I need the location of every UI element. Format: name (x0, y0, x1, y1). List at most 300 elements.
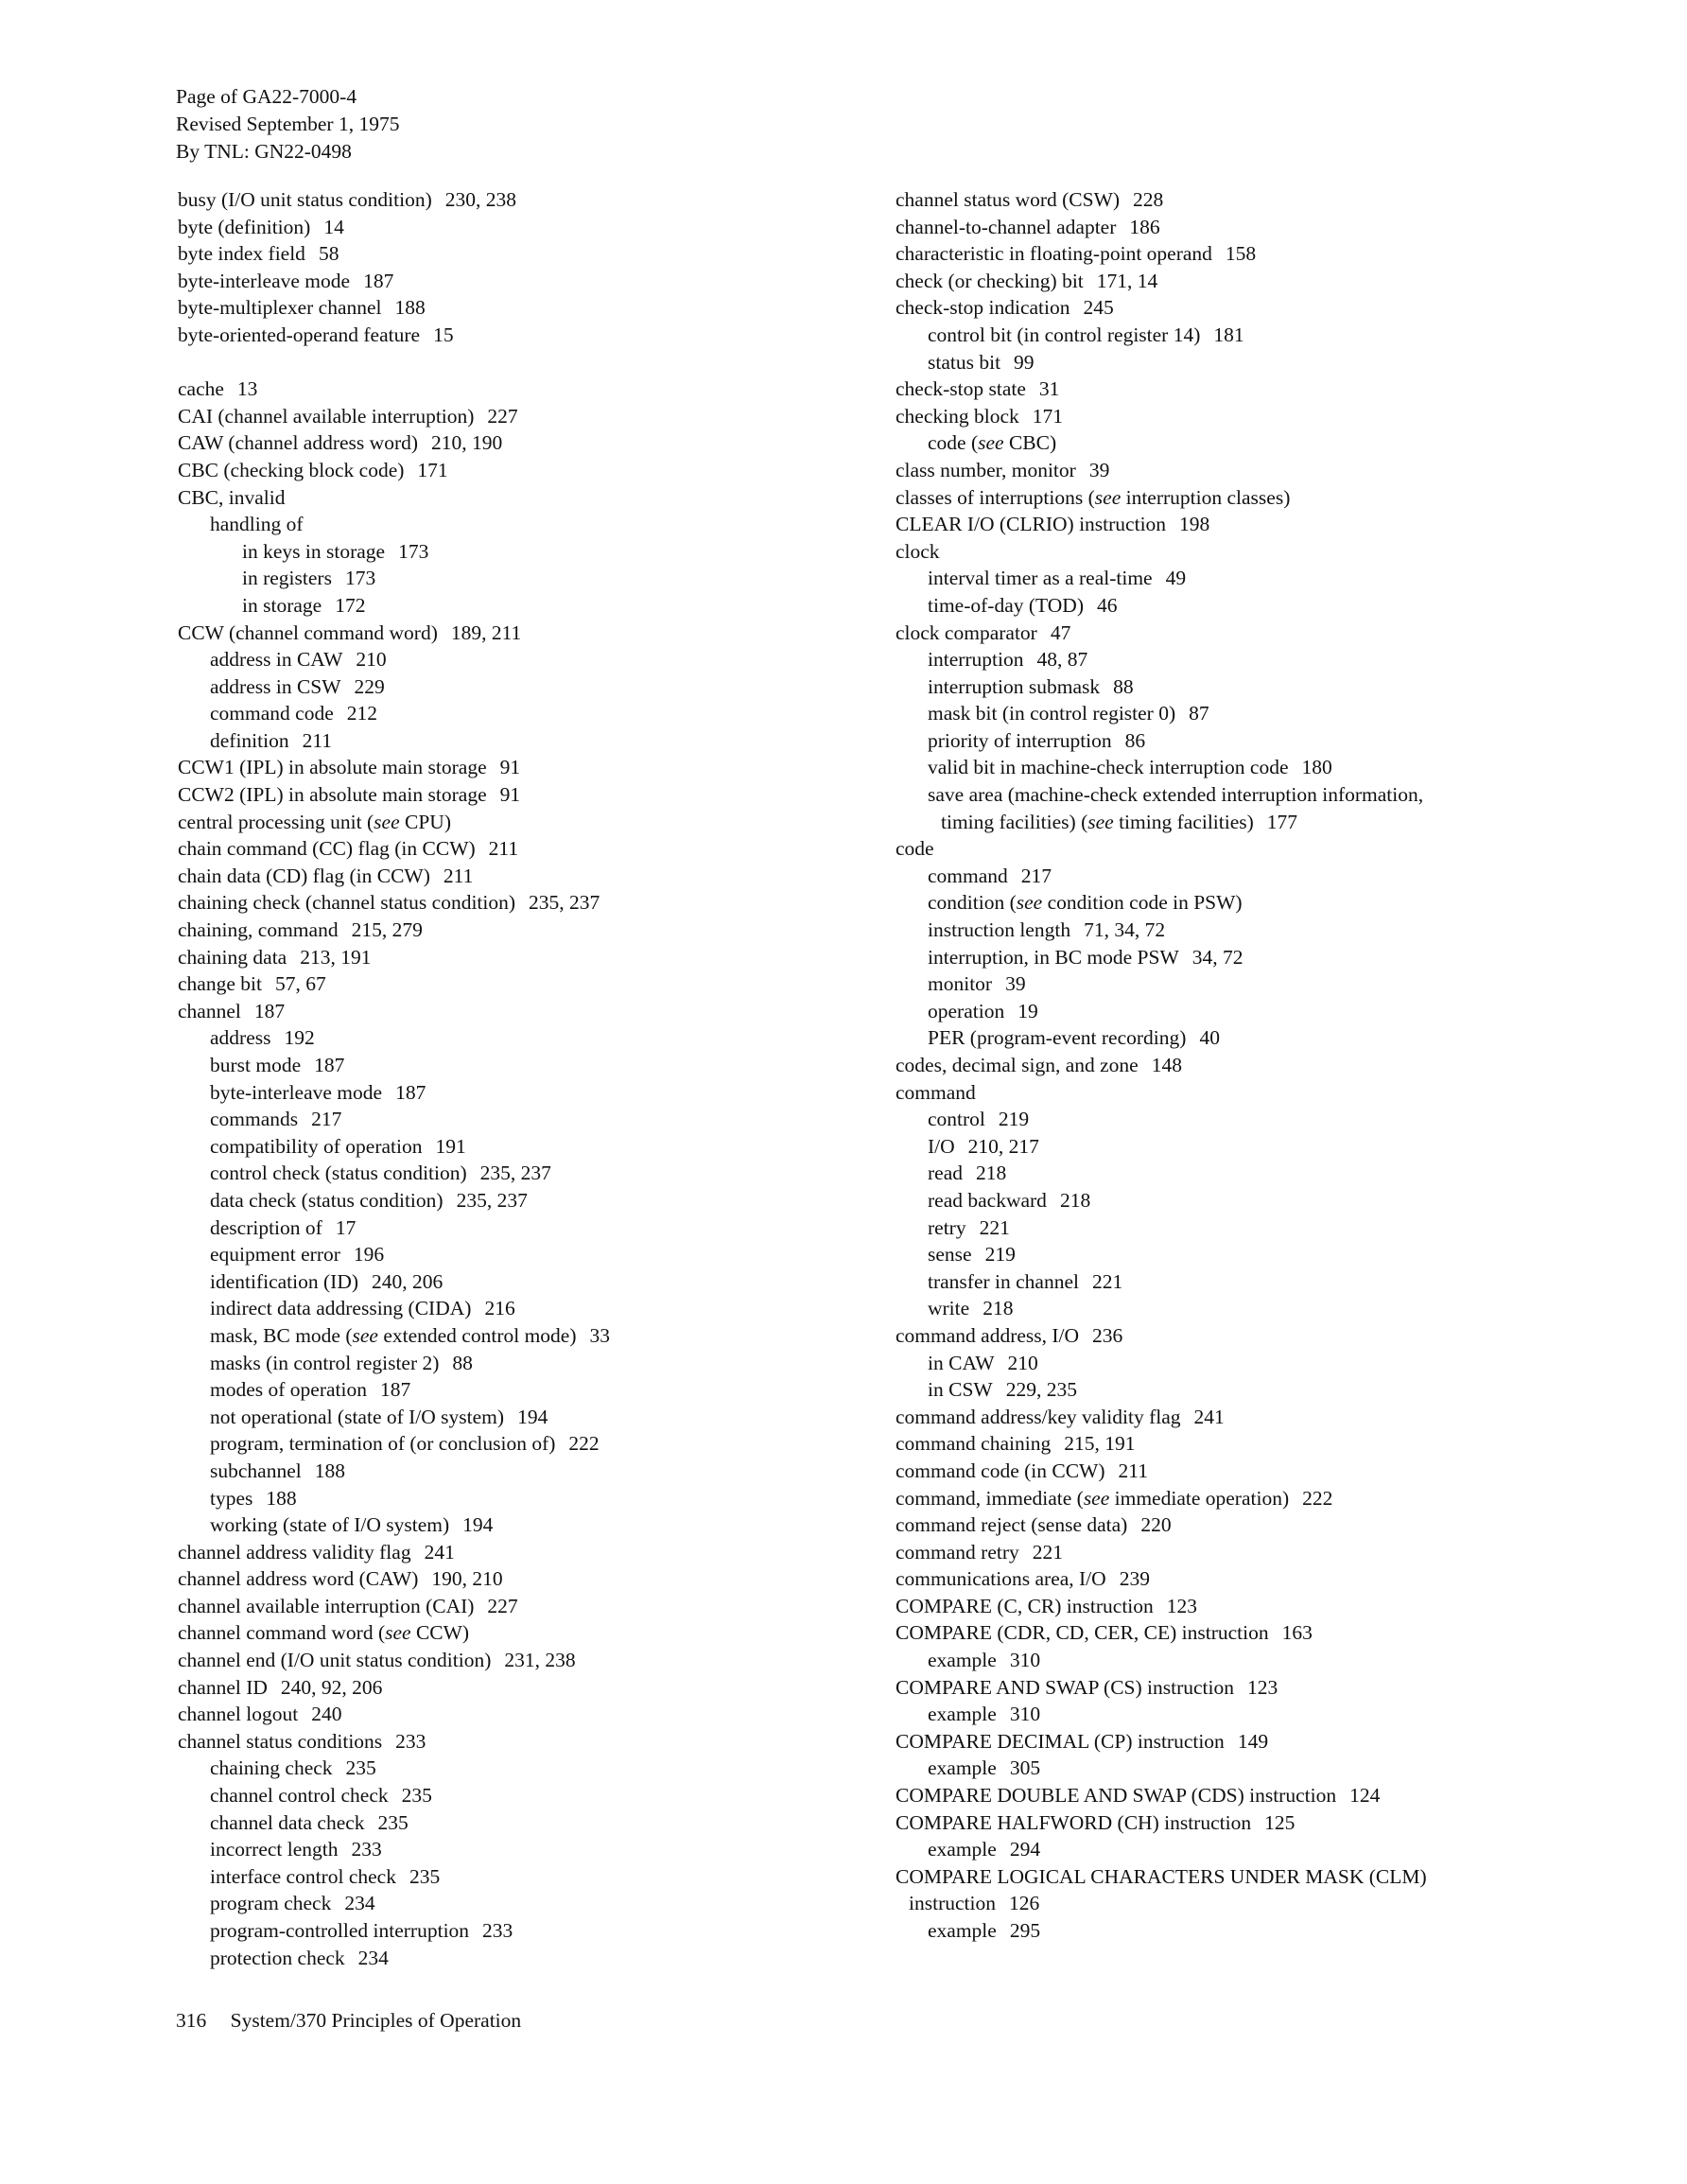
index-term: byte-multiplexer channel (178, 296, 382, 320)
index-entry (178, 565, 859, 592)
index-term: channel status word (CSW) (896, 188, 1121, 211)
index-entry (896, 1187, 1576, 1214)
index-entry (178, 673, 859, 701)
page-references: 31 (1038, 377, 1060, 401)
index-term: program, termination of (or conclusion of) (210, 1432, 556, 1456)
page-references: 172 (335, 593, 366, 617)
index-term: compatibility of operation (210, 1134, 423, 1158)
page-references: 235 (409, 1864, 441, 1888)
index-entry (178, 646, 859, 673)
index-entry (178, 457, 859, 484)
page-references: 187 (314, 1054, 345, 1076)
index-term: equipment error (210, 1243, 340, 1267)
index-entry (896, 917, 1576, 944)
index-entry (896, 835, 1576, 863)
page-references: 194 (462, 1513, 494, 1537)
page-references: 124 (1349, 1784, 1381, 1808)
page-references: 188 (394, 296, 426, 320)
index-entry (896, 1782, 1576, 1809)
page-references: 241 (424, 1540, 455, 1564)
page-references: 126 (1008, 1892, 1040, 1915)
page-references: 181 (1213, 323, 1244, 346)
index-column-left (178, 186, 859, 1971)
index-entry (896, 214, 1576, 241)
index-entry (896, 1404, 1576, 1431)
page-references: 218 (976, 1162, 1007, 1185)
index-entry (178, 727, 859, 755)
index-entry (178, 1674, 859, 1702)
index-entry (178, 1133, 859, 1161)
page-header (176, 83, 399, 166)
page-references: 14 (323, 215, 344, 238)
index-term: CCW1 (IPL) in absolute main storage (178, 756, 487, 779)
index-term: classes of interruptions ( (896, 485, 1095, 509)
index-entry (178, 1214, 859, 1242)
page-references: 46 (1096, 593, 1118, 617)
index-entry (178, 1755, 859, 1782)
page-references: 187 (395, 1080, 426, 1104)
see-reference: see (385, 1621, 411, 1645)
index-term: instruction (909, 1892, 996, 1915)
index-entry (896, 754, 1576, 781)
see-target: timing facilities) (1113, 810, 1254, 833)
index-term: CBC (checking block code) (178, 458, 405, 481)
page-references: 229 (354, 674, 385, 698)
page-references: 48, 87 (1036, 648, 1088, 672)
index-term: interruption submask (928, 674, 1101, 698)
index-term: clock comparator (896, 620, 1037, 644)
index-entry (178, 1187, 859, 1214)
page-references: 190, 210 (431, 1567, 503, 1591)
index-entry (896, 1376, 1576, 1404)
index-term: channel address validity flag (178, 1540, 411, 1564)
index-entry (896, 1322, 1576, 1350)
page-references: 240, 206 (372, 1269, 443, 1293)
index-entry (896, 1728, 1576, 1756)
index-entry (896, 429, 1576, 457)
index-term: COMPARE HALFWORD (CH) instruction (896, 1810, 1252, 1834)
page-references: 222 (1302, 1486, 1333, 1510)
see-reference: see (374, 810, 400, 833)
index-term: monitor (928, 972, 993, 996)
index-term: in storage (242, 593, 322, 617)
index-entry (896, 349, 1576, 376)
page-references: 234 (357, 1946, 389, 1969)
index-entry (896, 970, 1576, 998)
index-term: PER (program-event recording) (928, 1026, 1187, 1050)
page-references: 88 (1113, 674, 1134, 698)
index-term: operation (928, 999, 1005, 1022)
see-target: interruption classes) (1121, 485, 1291, 509)
index-term: data check (status condition) (210, 1188, 443, 1212)
index-entry (178, 1511, 859, 1539)
index-term: channel address word (CAW) (178, 1567, 419, 1591)
index-entry (178, 944, 859, 971)
book-title: System/370 Principles of Operation (230, 2009, 522, 2032)
index-entry (896, 1458, 1576, 1485)
index-term: command, immediate ( (896, 1486, 1084, 1510)
index-term: check-stop state (896, 377, 1026, 401)
index-entry (896, 781, 1576, 809)
index-term: working (state of I/O system) (210, 1513, 450, 1537)
page-references: 233 (482, 1919, 513, 1942)
page-references: 235 (401, 1784, 432, 1808)
index-term: status bit (928, 350, 1001, 374)
index-entry (896, 700, 1576, 727)
document-number: Page of GA22-7000-4 (176, 85, 357, 108)
page-number: 316 (176, 2009, 207, 2032)
index-term: mask, BC mode ( (210, 1323, 353, 1347)
page-references: 305 (1009, 1756, 1041, 1780)
index-term: COMPARE AND SWAP (CS) instruction (896, 1675, 1234, 1699)
index-term: byte (definition) (178, 215, 311, 238)
see-reference: see (1083, 1486, 1110, 1510)
index-term: definition (210, 728, 289, 752)
index-entry (896, 1511, 1576, 1539)
index-term: command address/key validity flag (896, 1405, 1181, 1428)
index-entry (178, 403, 859, 430)
index-term: chaining check (210, 1756, 333, 1780)
index-entry (896, 1133, 1576, 1161)
page-references: 310 (1009, 1703, 1041, 1726)
page-references: 221 (979, 1215, 1010, 1239)
page-references: 213, 191 (300, 945, 372, 969)
index-entry (896, 1241, 1576, 1268)
index-entry (896, 1295, 1576, 1322)
page-references: 235 (345, 1756, 376, 1780)
index-term: time-of-day (TOD) (928, 593, 1084, 617)
index-entry (178, 1836, 859, 1863)
page-references: 245 (1083, 296, 1114, 320)
page-references: 187 (253, 999, 286, 1022)
index-term: priority of interruption (928, 728, 1112, 752)
index-entry (896, 809, 1576, 836)
page-references: 87 (1189, 702, 1209, 725)
page-references: 163 (1281, 1621, 1313, 1645)
page-references: 187 (380, 1378, 411, 1402)
index-term: instruction length (928, 918, 1071, 942)
index-term: command reject (sense data) (896, 1513, 1128, 1537)
index-term: checking block (896, 404, 1019, 428)
index-term: CCW (channel command word) (178, 620, 438, 644)
index-entry (896, 1674, 1576, 1702)
page-references: 19 (1017, 999, 1038, 1022)
page-references: 235, 237 (529, 891, 600, 915)
page-references: 211 (1118, 1459, 1148, 1482)
index-term: codes, decimal sign, and zone (896, 1054, 1139, 1076)
index-entry (896, 1079, 1576, 1107)
index-term: in CSW (928, 1378, 993, 1402)
index-entry (896, 1350, 1576, 1377)
page-references: 230, 238 (444, 188, 516, 211)
index-entry (178, 592, 859, 620)
page-references: 210 (1007, 1351, 1038, 1374)
index-term: CAI (channel available interruption) (178, 404, 475, 428)
page-references: 186 (1129, 215, 1160, 238)
index-term: types (210, 1486, 253, 1510)
page-references: 210, 190 (431, 431, 503, 455)
page-references: 216 (484, 1297, 515, 1320)
index-entry (896, 1809, 1576, 1837)
page-references: 218 (1059, 1188, 1091, 1212)
index-entry (178, 484, 859, 512)
page-references: 220 (1140, 1513, 1172, 1537)
page-references: 123 (1166, 1594, 1198, 1617)
page-references: 34, 72 (1191, 945, 1244, 969)
index-term: channel (178, 999, 241, 1022)
page-references: 241 (1193, 1405, 1225, 1428)
index-term: byte-interleave mode (210, 1080, 383, 1104)
index-entry (178, 376, 859, 403)
index-term: channel data check (210, 1810, 365, 1834)
index-term: channel available interruption (CAI) (178, 1594, 475, 1617)
index-entry (896, 1214, 1576, 1242)
index-term: channel status conditions (178, 1729, 383, 1753)
index-entry (896, 673, 1576, 701)
section-gap (178, 349, 859, 376)
index-entry (178, 1350, 859, 1377)
page-references: 40 (1199, 1026, 1220, 1050)
page-references: 91 (499, 756, 521, 779)
index-entry (178, 1160, 859, 1187)
index-entry (178, 700, 859, 727)
index-entry (178, 781, 859, 809)
index-entry (896, 1863, 1576, 1891)
index-term: in keys in storage (242, 539, 386, 563)
page-references: 221 (1091, 1269, 1123, 1293)
page-references: 33 (589, 1323, 611, 1347)
index-term: channel logout (178, 1703, 299, 1726)
index-entry (896, 889, 1576, 917)
index-term: example (928, 1838, 997, 1861)
page-references: 221 (1032, 1540, 1063, 1564)
index-entry (178, 240, 859, 268)
index-term: address in CAW (210, 648, 343, 672)
index-entry (178, 1485, 859, 1512)
page-references: 222 (568, 1432, 600, 1456)
index-term: control bit (in control register 14) (928, 323, 1201, 346)
index-entry (178, 268, 859, 295)
page-references: 49 (1165, 567, 1187, 590)
index-entry (896, 1917, 1576, 1945)
page-references: 240 (311, 1703, 342, 1726)
index-term: sense (928, 1243, 972, 1267)
index-term: chaining, command (178, 918, 339, 942)
index-entry (178, 1619, 859, 1647)
index-term: address in CSW (210, 674, 341, 698)
index-entry (178, 322, 859, 349)
index-entry (178, 1728, 859, 1756)
index-entry (896, 1430, 1576, 1458)
page-references: 310 (1009, 1649, 1041, 1672)
index-entry (178, 214, 859, 241)
index-term: code ( (928, 431, 979, 455)
index-term: clock (896, 539, 940, 563)
index-term: cache (178, 377, 224, 401)
index-entry (896, 376, 1576, 403)
index-term: COMPARE DECIMAL (CP) instruction (896, 1729, 1225, 1753)
page-references: 215, 191 (1064, 1432, 1136, 1456)
index-term: byte index field (178, 242, 305, 266)
index-term: read backward (928, 1188, 1047, 1212)
index-entry (178, 538, 859, 566)
index-term: check (or checking) bit (896, 269, 1084, 292)
see-target: extended control mode) (377, 1323, 577, 1347)
see-reference: see (978, 431, 1004, 455)
page-references: 240, 92, 206 (280, 1675, 383, 1699)
index-term: COMPARE DOUBLE AND SWAP (CDS) instruction (896, 1784, 1337, 1808)
page-references: 210 (356, 648, 387, 672)
page-references: 219 (984, 1243, 1016, 1267)
index-term: COMPARE LOGICAL CHARACTERS UNDER MASK (CLM) (896, 1864, 1427, 1888)
index-entry (178, 1322, 859, 1350)
page-references: 71, 34, 72 (1084, 918, 1166, 942)
page-references: 180 (1301, 756, 1332, 779)
index-term: COMPARE (CDR, CD, CER, CE) instruction (896, 1621, 1269, 1645)
index-entry (896, 1160, 1576, 1187)
index-term: example (928, 1756, 997, 1780)
index-term: timing facilities) ( (941, 810, 1088, 833)
page-references: 231, 238 (504, 1649, 576, 1672)
page-references: 234 (344, 1892, 375, 1915)
index-entry (896, 1755, 1576, 1782)
index-term: COMPARE (C, CR) instruction (896, 1594, 1154, 1617)
index-entry (896, 1619, 1576, 1647)
page-references: 192 (284, 1026, 315, 1050)
page-references: 217 (311, 1108, 342, 1131)
index-term: I/O (928, 1134, 955, 1158)
index-column-right (896, 186, 1576, 1945)
index-entry (896, 592, 1576, 620)
page-references: 88 (452, 1351, 473, 1374)
index-entry (896, 863, 1576, 890)
index-term: retry (928, 1215, 966, 1239)
page-references: 86 (1124, 728, 1146, 752)
index-term: burst mode (210, 1054, 302, 1076)
page-references: 211 (443, 864, 474, 887)
index-term: check-stop indication (896, 296, 1070, 320)
index-entry (896, 186, 1576, 214)
index-term: program-controlled interruption (210, 1919, 470, 1942)
page-references: 191 (435, 1134, 466, 1158)
index-entry (178, 1945, 859, 1972)
index-term: command chaining (896, 1432, 1052, 1456)
page-references: 210, 217 (967, 1134, 1039, 1158)
index-entry (896, 1565, 1576, 1593)
index-entry (178, 1863, 859, 1891)
index-term: not operational (state of I/O system) (210, 1405, 505, 1428)
page-references: 235, 237 (479, 1162, 551, 1185)
page-references: 13 (236, 377, 258, 401)
index-term: command code (210, 702, 334, 725)
index-term: chain command (CC) flag (in CCW) (178, 837, 476, 861)
index-entry (896, 511, 1576, 538)
index-term: communications area, I/O (896, 1567, 1106, 1591)
page-references: 227 (487, 404, 518, 428)
index-term: chain data (CD) flag (in CCW) (178, 864, 430, 887)
index-entry (896, 1052, 1576, 1079)
index-term: control (928, 1108, 985, 1131)
page-references: 47 (1050, 620, 1071, 644)
index-term: condition ( (928, 891, 1017, 915)
page-references: 211 (488, 837, 519, 861)
page-references: 233 (351, 1838, 382, 1861)
page-references: 15 (433, 323, 454, 346)
index-term: description of (210, 1215, 322, 1239)
index-entry (178, 1809, 859, 1837)
index-term: command (896, 1080, 976, 1104)
index-term: masks (in control register 2) (210, 1351, 440, 1374)
page-references: 58 (318, 242, 339, 266)
index-term: identification (ID) (210, 1269, 359, 1293)
index-term: address (210, 1026, 271, 1050)
page-footer (176, 2009, 521, 2033)
index-term: save area (machine-check extended interruption information, (928, 783, 1424, 807)
index-term: modes of operation (210, 1378, 367, 1402)
index-entry (178, 1106, 859, 1133)
page-references: 227 (487, 1594, 518, 1617)
index-term: program check (210, 1892, 332, 1915)
page-references: 219 (998, 1108, 1030, 1131)
see-target: CBC) (1003, 431, 1057, 455)
see-reference: see (1016, 891, 1043, 915)
page-references: 189, 211 (450, 620, 522, 644)
index-term: code (896, 837, 934, 861)
page-references: 194 (517, 1405, 548, 1428)
index-entry (896, 322, 1576, 349)
index-term: interval timer as a real-time (928, 567, 1153, 590)
index-term: in CAW (928, 1351, 995, 1374)
page-references: 218 (983, 1297, 1014, 1320)
revision-date: Revised September 1, 1975 (176, 113, 400, 135)
page-references: 228 (1133, 188, 1164, 211)
index-entry (178, 1782, 859, 1809)
index-entry (178, 1593, 859, 1620)
page-references: 235 (377, 1810, 409, 1834)
index-term: mask bit (in control register 0) (928, 702, 1176, 725)
index-entry (178, 1890, 859, 1917)
index-entry (896, 646, 1576, 673)
index-entry (178, 809, 859, 836)
page-references: 173 (344, 567, 376, 590)
index-entry (178, 863, 859, 890)
page-references: 188 (266, 1486, 297, 1510)
index-entry (178, 889, 859, 917)
index-term: class number, monitor (896, 458, 1076, 481)
index-entry (896, 1024, 1576, 1052)
index-entry (896, 1701, 1576, 1728)
page-references: 295 (1009, 1919, 1041, 1942)
index-entry (178, 917, 859, 944)
index-entry (178, 1458, 859, 1485)
page-references: 173 (398, 539, 429, 563)
index-entry (896, 268, 1576, 295)
page-references: 196 (353, 1243, 385, 1267)
page-references: 198 (1179, 513, 1210, 536)
index-term: channel end (I/O unit status condition) (178, 1649, 492, 1672)
index-entry (896, 240, 1576, 268)
page-references: 294 (1009, 1838, 1041, 1861)
page-references: 212 (346, 702, 377, 725)
index-entry (896, 620, 1576, 647)
index-entry (178, 1079, 859, 1107)
index-entry (178, 620, 859, 647)
page-references: 123 (1247, 1675, 1278, 1699)
index-term: protection check (210, 1946, 345, 1969)
index-entry (178, 1404, 859, 1431)
index-entry (896, 403, 1576, 430)
index-entry (178, 429, 859, 457)
